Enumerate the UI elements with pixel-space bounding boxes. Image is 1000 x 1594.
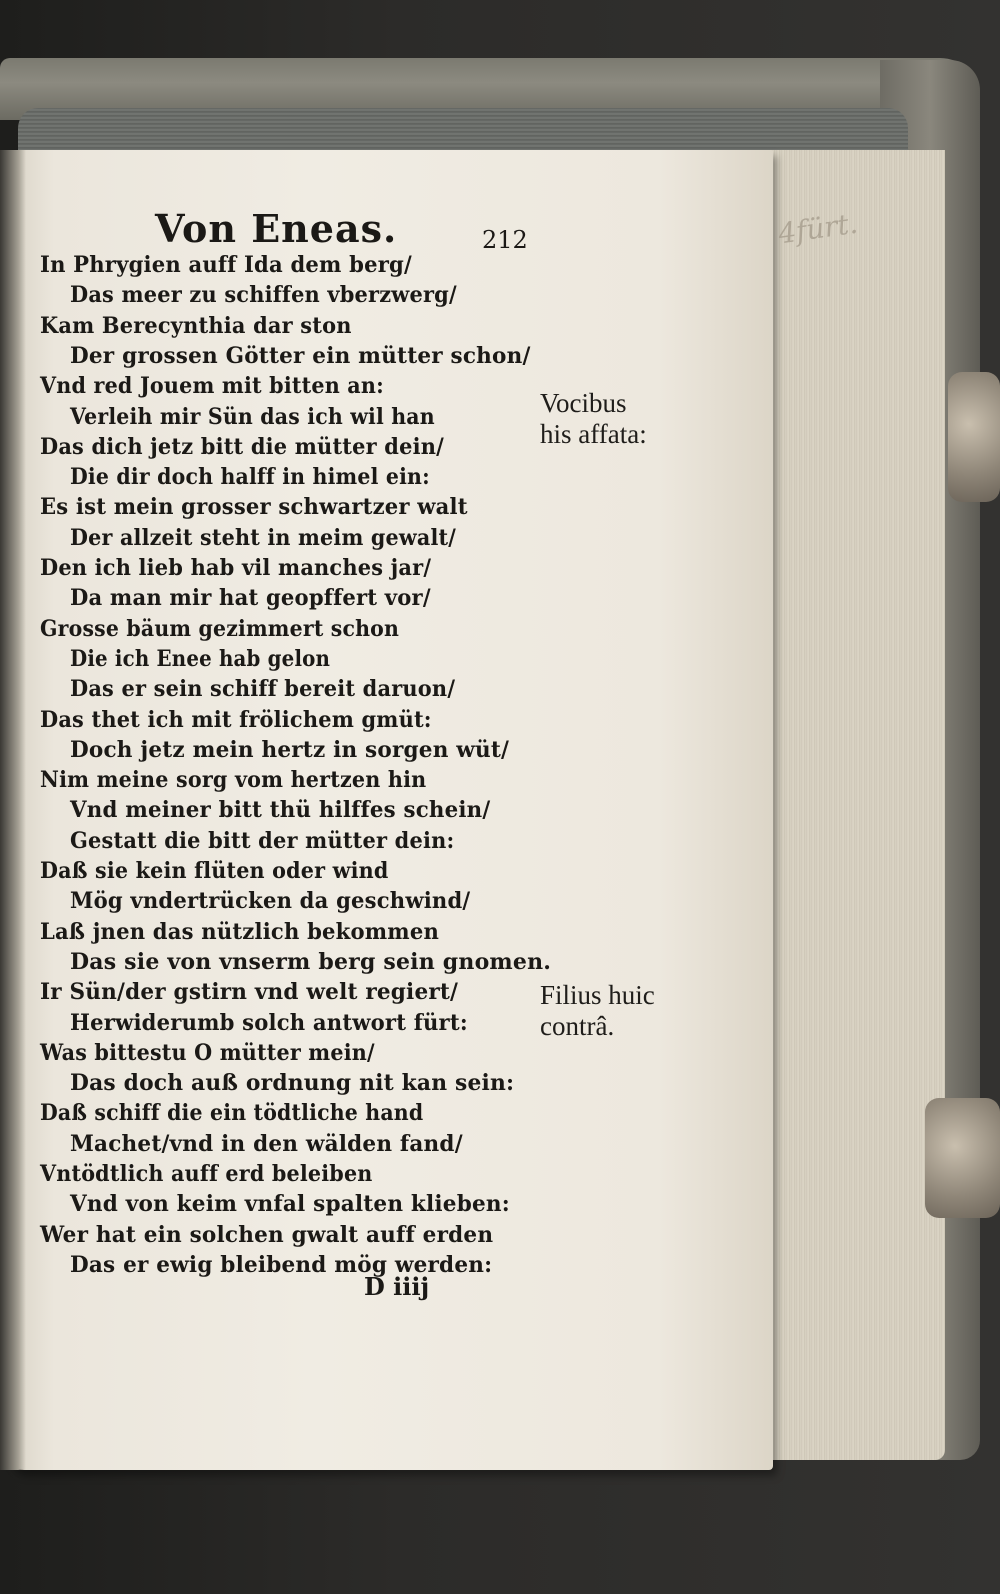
poem-line: Herwiderumb solch antwort fürt: [70, 1009, 468, 1036]
signature-mark: D iiij [364, 1272, 430, 1301]
poem-line: Gestatt die bitt der mütter dein: [70, 827, 455, 854]
margin-note-2-line1: Filius huic [540, 980, 655, 1010]
poem-line: Ir Sün/der gstirn vnd welt regiert/ [40, 979, 459, 1006]
poem-line: Kam Berecynthia dar ston [40, 312, 352, 339]
poem-line: Die dir doch halff in himel ein: [70, 464, 430, 491]
poem-line: Daß sie kein flüten oder wind [40, 858, 389, 884]
poem-line: Wer hat ein solchen gwalt auff erden [40, 1221, 494, 1248]
margin-note-2-line2: contrâ. [540, 1011, 615, 1041]
poem-line: In Phrygien auff Ida dem berg/ [40, 252, 412, 278]
margin-note-1 [540, 388, 647, 450]
poem-line: Das meer zu schiffen vberzwerg/ [70, 282, 457, 309]
page-block-fore-edge [770, 150, 945, 1460]
poem-line: Verleih mir Sün das ich wil han [70, 403, 435, 430]
clasp-upper [948, 372, 1000, 502]
poem-line: Der allzeit steht in meim gewalt/ [70, 524, 457, 551]
poem-line: Doch jetz mein hertz in sorgen wüt/ [70, 736, 510, 763]
poem-line: Nim meine sorg vom hertzen hin [40, 767, 427, 794]
poem-line: Vnd red Jouem mit bitten an: [40, 373, 384, 400]
margin-note-1-line1: Vocibus [540, 388, 627, 418]
poem-line: Die ich Enee hab gelon [70, 645, 331, 672]
margin-note-2 [540, 980, 655, 1042]
poem-line: Den ich lieb hab vil manches jar/ [40, 555, 432, 581]
poem-line: Der grossen Götter ein mütter schon/ [70, 342, 531, 369]
poem-line: Vntödtlich auff erd beleiben [40, 1161, 373, 1187]
clasp-lower [925, 1098, 1000, 1218]
poem-line: Grosse bäum gezimmert schon [40, 615, 400, 642]
poem-line: Vnd von keim vnfal spalten klieben: [70, 1191, 510, 1218]
poem-line: Laß jnen das nützlich bekommen [40, 918, 440, 945]
poem-line: Mög vndertrücken da geschwind/ [70, 888, 471, 915]
running-head: Von Eneas. [155, 206, 398, 251]
poem-line: Das dich jetz bitt die mütter dein/ [40, 433, 444, 460]
margin-note-1-line2: his affata: [540, 419, 647, 449]
poem-line: Vnd meiner bitt thü hilffes schein/ [70, 797, 491, 824]
poem-line: Das sie von vnserm berg sein gnomen. [70, 948, 552, 975]
poem-line: Das thet ich mit frölichem gmüt: [40, 706, 432, 733]
poem-line: Machet/vnd in den wälden fand/ [70, 1130, 463, 1157]
poem-line: Das er sein schiff bereit daruon/ [70, 676, 456, 703]
poem-line: Daß schiff die ein tödtliche hand [40, 1100, 424, 1127]
poem-line: Das er ewig bleibend mög werden: [70, 1251, 493, 1278]
pencil-mark: 4fürt. [776, 206, 860, 251]
poem-line: Das doch auß ordnung nit kan sein: [70, 1070, 515, 1097]
poem-line: Was bittestu O mütter mein/ [40, 1039, 375, 1066]
folio-number: 212 [482, 226, 528, 254]
poem-line: Da man mir hat geopffert vor/ [70, 585, 431, 612]
poem-line: Es ist mein grosser schwartzer walt [40, 494, 468, 521]
spine-shadow [0, 150, 26, 1470]
